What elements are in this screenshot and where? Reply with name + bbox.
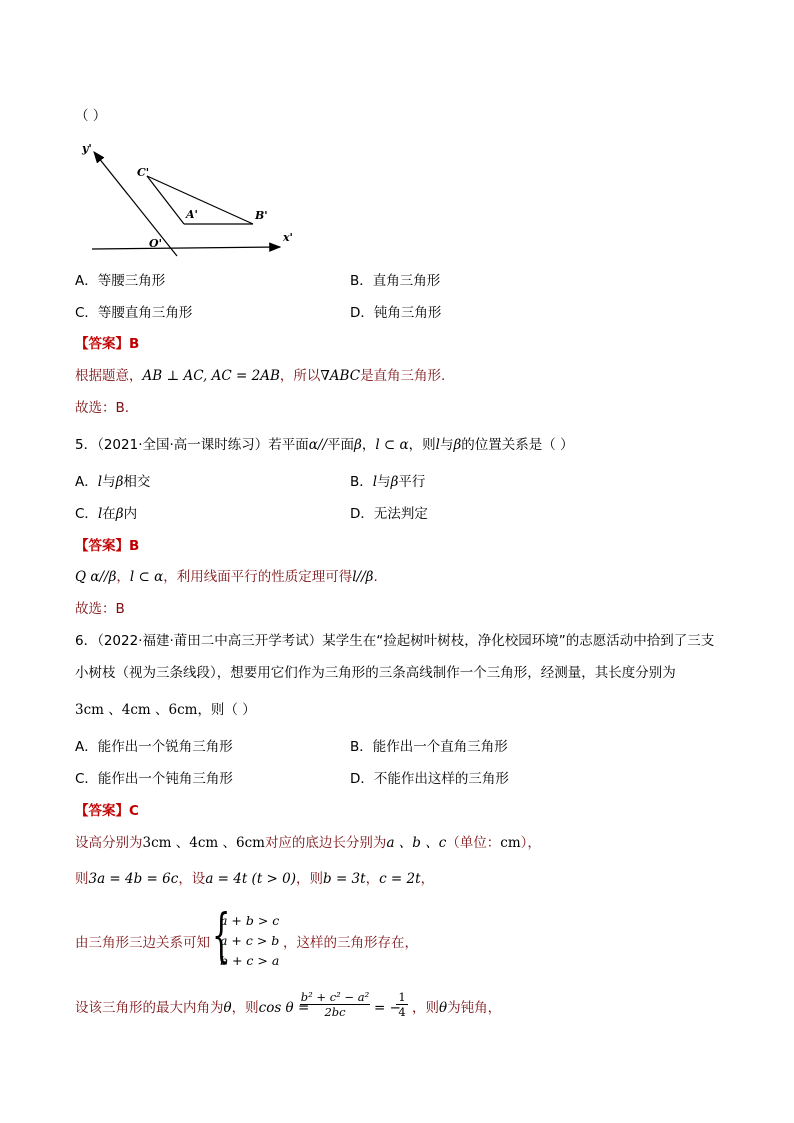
- q5-choose: 故选：B: [75, 601, 125, 617]
- q4-option-a: A．等腰三角形: [75, 273, 166, 289]
- q5-option-c: C．l在β内: [75, 506, 138, 522]
- q4-choose: 故选：B.: [75, 400, 130, 416]
- q5-option-a: A．l与β相交: [75, 474, 151, 490]
- inequality-3: b + c > a: [220, 953, 280, 968]
- label-b: B': [255, 209, 268, 222]
- q6-answer: 【答案】C: [75, 803, 139, 819]
- equals-minus: = −: [374, 1000, 401, 1016]
- q4-option-d: D．钝角三角形: [350, 305, 442, 321]
- label-o: O': [149, 237, 162, 250]
- q6-option-b: B．能作出一个直角三角形: [350, 739, 508, 755]
- q6-option-c: C．能作出一个钝角三角形: [75, 771, 233, 787]
- y-axis: [94, 152, 177, 256]
- label-a: A': [186, 208, 198, 221]
- q6-explanation-line2: 则3a = 4b = 6c，设a = 4t (t > 0)，则b = 3t，c = 2t，: [75, 871, 435, 887]
- q6-stem-line3: 3cm 、4cm 、6cm，则（ ）: [75, 702, 256, 718]
- inequality-2: a + c > b: [220, 933, 280, 948]
- q5-option-d: D．无法判定: [350, 506, 428, 522]
- q6-explanation-line3-result: ，这样的三角形存在，: [283, 935, 418, 951]
- cos-fraction: $\frac{\text{b² + c² − a²}}{2bc}$: [300, 990, 370, 1019]
- q4-answer: 【答案】B: [75, 336, 140, 352]
- inequality-system: { a + b > c a + c > b b + c > a: [212, 901, 280, 969]
- q5-stem: 5．（2021·全国·高一课时练习）若平面α//平面β，l ⊂ α，则l与β的位置关系是（ ）: [75, 437, 574, 453]
- label-x: x': [283, 231, 293, 244]
- q6-stem-line2: 小树枝（视为三条线段），想要用它们作为三角形的三条高线制作一个三角形，经测量，其长度分别为: [75, 665, 676, 681]
- label-c: C': [137, 166, 150, 179]
- q4-explanation: 根据题意，AB ⊥ AC, AC = 2AB，所以∇ABC是直角三角形.: [75, 368, 446, 384]
- q6-explanation-line4-end: ，则θ为钝角，: [412, 1000, 502, 1016]
- q6-option-a: A．能作出一个锐角三角形: [75, 739, 233, 755]
- q6-option-d: D．不能作出这样的三角形: [350, 771, 509, 787]
- q6-explanation-line1: 设高分别为3cm 、4cm 、6cm对应的底边长分别为a 、b 、c（单位：cm），: [75, 835, 541, 851]
- q6-explanation-line3-label: 由三角形三边关系可知: [75, 935, 210, 951]
- q5-answer: 【答案】B: [75, 538, 140, 554]
- q4-parenthesis: （ ）: [75, 108, 107, 124]
- q4-option-b: B．直角三角形: [350, 273, 441, 289]
- inequality-1: a + b > c: [220, 913, 280, 928]
- triangle-side-cb: [147, 176, 253, 224]
- q6-stem-line1: 6．（2022·福建·莆田二中高三开学考试）某学生在“捡起树叶树枝，净化校园环境”的志愿活动中拾到了三支: [75, 633, 715, 649]
- label-y: y': [82, 142, 92, 155]
- x-axis: [92, 247, 280, 249]
- quarter-fraction: $\frac{1}{4}$: [396, 990, 408, 1019]
- triangle-side-ca: [147, 176, 184, 224]
- q5-option-b: B．l与β平行: [350, 474, 426, 490]
- q4-option-c: C．等腰直角三角形: [75, 305, 193, 321]
- q5-explanation: Q α//β，l ⊂ α，利用线面平行的性质定理可得l//β.: [75, 569, 378, 585]
- oblique-axes-figure: [70, 138, 300, 260]
- q6-explanation-line4: 设该三角形的最大内角为θ，则cos θ =: [75, 1000, 310, 1016]
